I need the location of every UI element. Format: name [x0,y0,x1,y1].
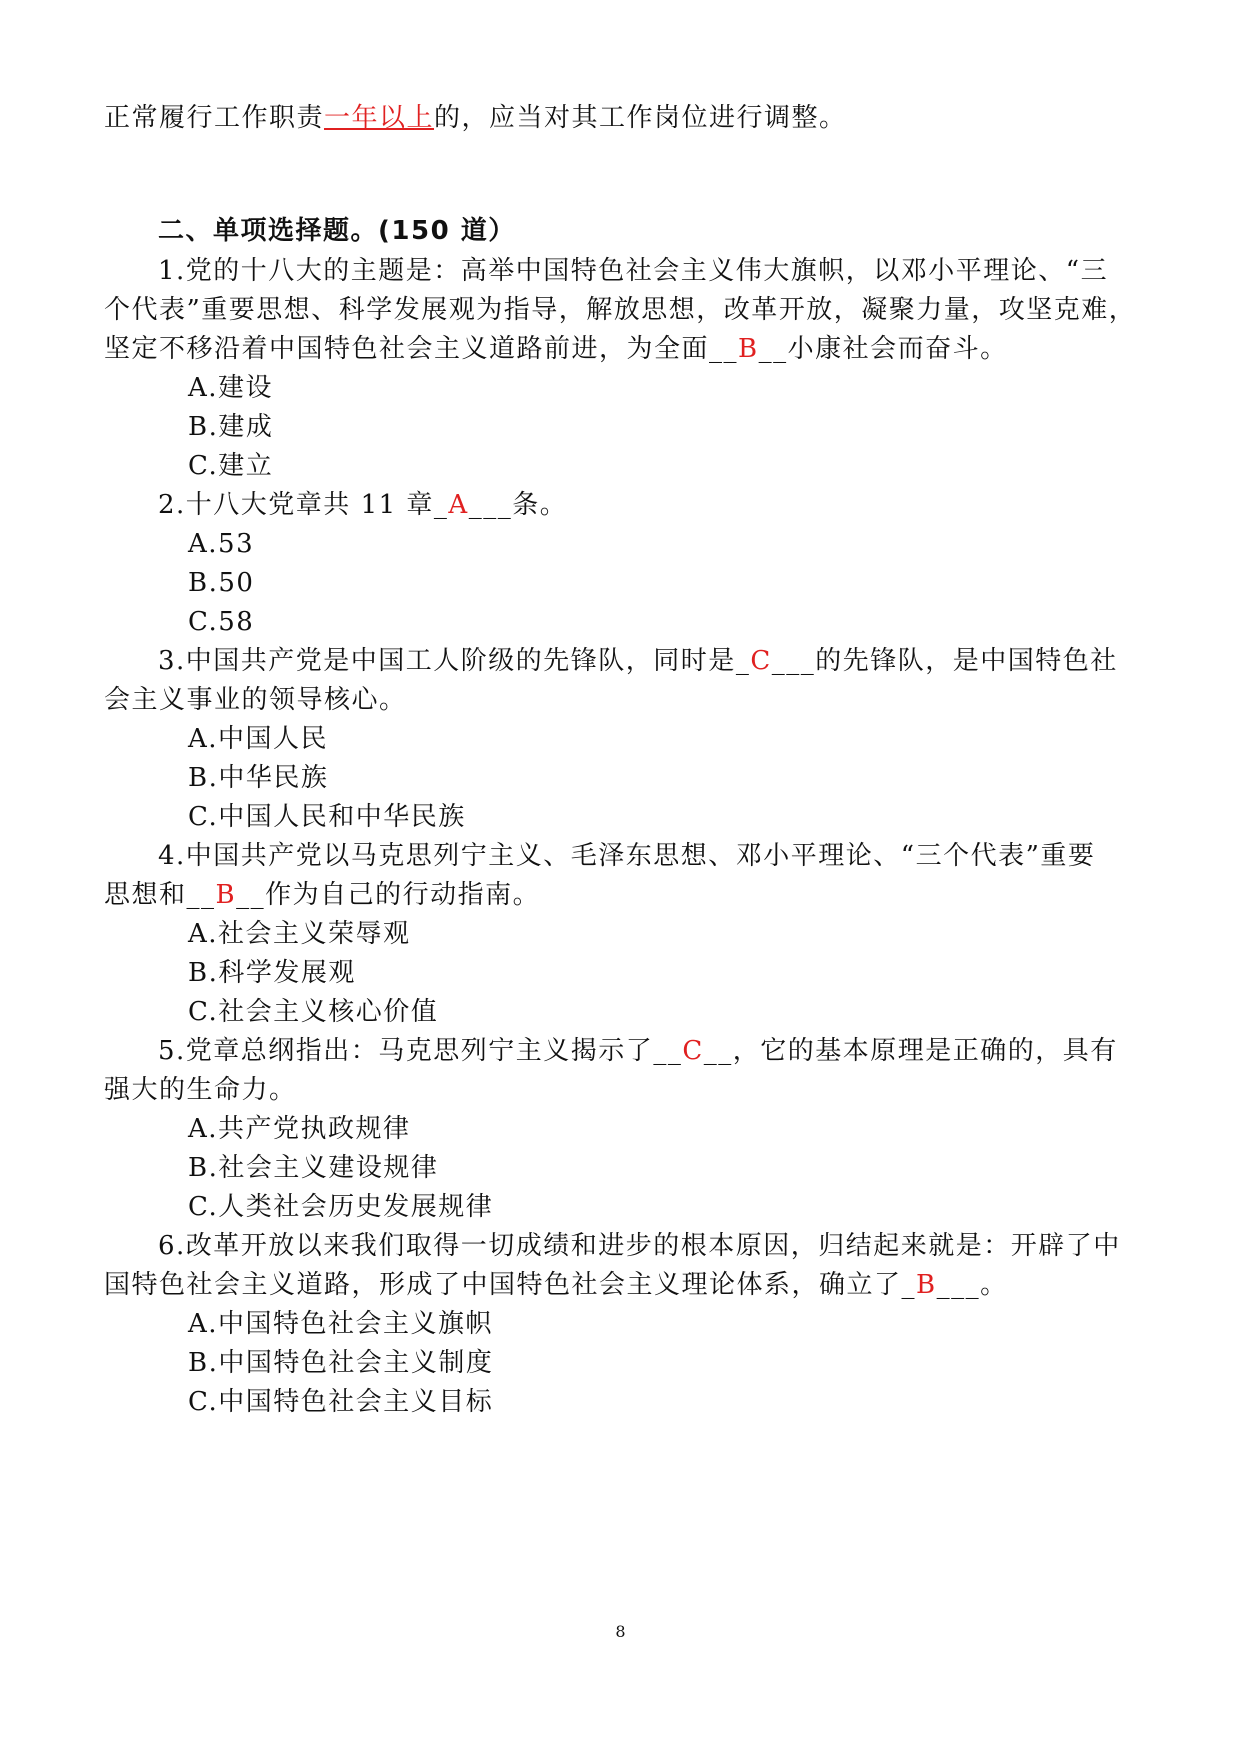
question-text: 小康社会而奋斗。 [787,334,1008,364]
question-text: 条。 [512,490,568,520]
blank-underscore: __ [709,334,739,364]
question-text: ，它的基本原理是正确的，具有 [732,1036,1118,1066]
question-line [104,1267,1008,1303]
answer-mark: B [215,880,237,910]
option-b: B.社会主义建设规律 [188,1153,439,1183]
option-c: C.58 [188,607,255,637]
blank-underscore: __ [186,880,216,910]
question-line [158,643,1118,679]
blank-underscore: ___ [771,646,816,676]
answer-mark: B [738,334,759,364]
question-text: 。 [980,1270,1008,1300]
answer-mark: B [916,1270,937,1300]
question-text: 国特色社会主义道路，形成了中国特色社会主义理论体系，确立了 [104,1270,902,1300]
blank-underscore: _ [735,646,751,676]
page-number: 8 [615,1622,626,1641]
option-a: A.社会主义荣辱观 [188,919,411,949]
blank-underscore: _ [901,1270,917,1300]
option-a: A.共产党执政规律 [188,1114,411,1144]
option-c: C.社会主义核心价值 [188,997,439,1027]
option-c: C.人类社会历史发展规律 [188,1192,494,1222]
question-text: 1.党的十八大的主题是：高举中国特色社会主义伟大旗帜，以邓小平理论、“三 [158,256,1109,286]
intro-line [104,100,847,136]
option-b: B.科学发展观 [188,958,356,988]
question-text: 会主义事业的领导核心。 [104,685,407,715]
question-line [104,877,540,913]
option-b: B.50 [188,568,255,598]
question-line [158,1228,1121,1264]
option-b: B.中国特色社会主义制度 [188,1348,494,1378]
question-text: 思想和 [104,880,187,910]
intro-text-after: 的，应当对其工作岗位进行调整。 [434,103,847,133]
option-c: C.中国特色社会主义目标 [188,1387,494,1417]
blank-underscore: __ [653,1036,683,1066]
option-b: B.中华民族 [188,763,329,793]
option-b: B.建成 [188,412,274,442]
question-text: 个代表”重要思想、科学发展观为指导，解放思想，改革开放，凝聚力量，攻坚克难， [104,295,1137,325]
option-c: C.建立 [188,451,274,481]
question-line [158,253,1108,289]
question-line [104,682,407,718]
question-text: 强大的生命力。 [104,1075,297,1105]
blank-underscore: _ [433,490,449,520]
option-a: A.中国特色社会主义旗帜 [188,1309,494,1339]
question-line [104,1072,297,1108]
blank-underscore: __ [236,880,266,910]
answer-mark: C [682,1036,704,1066]
blank-underscore: __ [758,334,788,364]
question-line [104,292,1136,328]
question-text: 坚定不移沿着中国特色社会主义道路前进，为全面 [104,334,710,364]
answer-mark: C [750,646,772,676]
question-text: 作为自己的行动指南。 [265,880,541,910]
option-c: C.中国人民和中华民族 [188,802,466,832]
intro-text-before: 正常履行工作职责 [104,103,325,133]
option-a: A.中国人民 [188,724,329,754]
question-line [158,838,1095,874]
blank-underscore: ___ [936,1270,981,1300]
question-text: 2.十八大党章共 11 章 [158,490,434,520]
question-line [158,487,567,523]
blank-underscore: ___ [468,490,513,520]
question-text: 4.中国共产党以马克思列宁主义、毛泽东思想、邓小平理论、“三个代表”重要 [158,841,1096,871]
question-text: 的先锋队，是中国特色社 [815,646,1118,676]
question-text: 5.党章总纲指出：马克思列宁主义揭示了 [158,1036,654,1066]
question-text: 6.改革开放以来我们取得一切成绩和进步的根本原因，归结起来就是：开辟了中 [158,1231,1121,1261]
intro-highlight: 一年以上 [324,103,435,133]
option-a: A.53 [188,529,255,559]
answer-mark: A [448,490,469,520]
question-text: 3.中国共产党是中国工人阶级的先锋队，同时是 [158,646,736,676]
option-a: A.建设 [188,373,274,403]
question-line [158,1033,1118,1069]
question-line [104,331,1008,367]
section-title: 二、单项选择题。(150 道） [158,216,516,246]
blank-underscore: __ [703,1036,733,1066]
